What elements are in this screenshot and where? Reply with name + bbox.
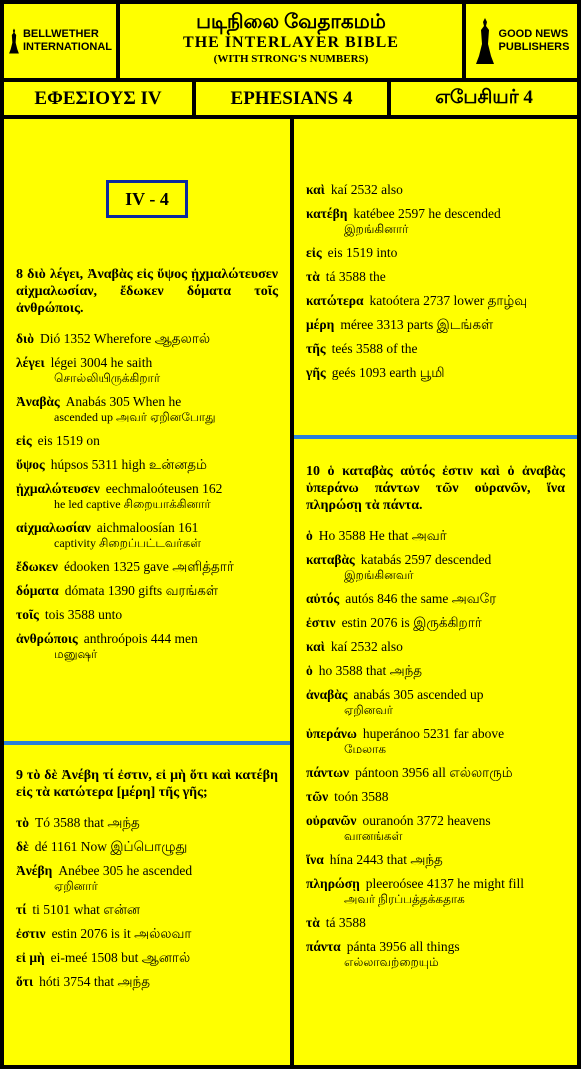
- word-entry: [16, 814, 278, 831]
- gloss: toón 3588: [334, 789, 389, 804]
- word-entry: [306, 590, 565, 607]
- word-list: [16, 330, 278, 662]
- gloss: méree 3313 parts இடங்கள்: [340, 317, 494, 332]
- word-entry: [306, 340, 565, 357]
- gloss: tá 3588: [325, 915, 366, 930]
- gloss: eechmaloóteusen 162: [105, 481, 223, 496]
- gloss: húpsos 5311 high உன்னதம்: [50, 457, 207, 472]
- word-entry: [16, 606, 278, 623]
- word-entry: [16, 973, 278, 990]
- gloss: pánta 3956 all things: [346, 939, 460, 954]
- greek-word: ἀνθρώποις: [16, 631, 78, 646]
- greek-word: Ἀναβὰς: [16, 394, 60, 409]
- greek-word: ἐστιν: [306, 615, 336, 630]
- gloss: autós 846 the same அவரே: [345, 591, 497, 606]
- right-top-panel: [294, 119, 577, 435]
- word-entry: [306, 316, 565, 333]
- title-english: THE INTERLAYER BIBLE: [183, 34, 399, 51]
- word-entry: [306, 788, 565, 805]
- greek-word: τῶν: [306, 789, 329, 804]
- greek-word: πάντων: [306, 765, 350, 780]
- greek-word: διὸ: [16, 331, 34, 346]
- greek-word: ὕψος: [16, 457, 45, 472]
- greek-word: δόματα: [16, 583, 59, 598]
- word-entry: [306, 244, 565, 261]
- tamil-gloss: he led captive சிறையாக்கினார்: [54, 497, 211, 511]
- tamil-gloss: மனுஷர்: [54, 647, 98, 661]
- greek-word: ἔδωκεν: [16, 559, 58, 574]
- tamil-gloss: மேலாக: [344, 742, 387, 756]
- greek-word: ἐστιν: [16, 926, 46, 941]
- word-entry: [16, 949, 278, 966]
- verse-8-text: 8 διὸ λέγει, Ἀναβὰς εἰς ὕψος ᾐχμαλώτευσεν αἰχμαλωσίαν, ἔδωκεν δόματα τοῖς ἀνθρώποις.: [16, 267, 278, 316]
- gloss: tois 3588 unto: [44, 607, 123, 622]
- gloss: ei-meé 1508 but ஆனால்: [50, 950, 191, 965]
- word-entry: [306, 527, 565, 544]
- greek-word: αἰχμαλωσίαν: [16, 520, 91, 535]
- word-entry: [306, 725, 565, 757]
- word-entry: [306, 268, 565, 285]
- word-entry: [16, 582, 278, 599]
- greek-word: λέγει: [16, 355, 45, 370]
- greek-word: γῆς: [306, 365, 326, 380]
- gloss: estin 2076 is இருக்கிறார்: [341, 615, 482, 630]
- word-entry: [16, 630, 278, 662]
- word-entry: [16, 838, 278, 855]
- word-entry: [306, 914, 565, 931]
- greek-word: καταβὰς: [306, 552, 355, 567]
- left-top-panel: [4, 119, 290, 741]
- gloss: édooken 1325 gave அளித்தார்: [63, 559, 234, 574]
- word-list: [306, 527, 565, 970]
- gloss: kaí 2532 also: [330, 639, 403, 654]
- word-entry: [16, 330, 278, 347]
- tamil-gloss: இறங்கினவர்: [344, 568, 414, 582]
- word-entry: [306, 812, 565, 844]
- chapter-label: IV - 4: [106, 180, 188, 218]
- gloss: hóti 3754 that அந்த: [39, 974, 150, 989]
- logo-line1: GOOD NEWS: [498, 28, 569, 40]
- gloss: pántoon 3956 all எல்லாரும்: [355, 765, 513, 780]
- tamil-gloss: ascended up அவர் ஏறினபோது: [54, 410, 216, 424]
- tamil-gloss: captivity சிறைப்பட்டவர்கள்: [54, 536, 202, 550]
- word-entry: [306, 181, 565, 198]
- greek-word: ἀναβὰς: [306, 687, 348, 702]
- gloss: Ho 3588 He that அவர்: [318, 528, 447, 543]
- right-bottom-panel: [294, 439, 577, 1065]
- word-entry: [16, 456, 278, 473]
- greek-word: δὲ: [16, 839, 29, 854]
- gloss: dómata 1390 gifts வரங்கள்: [64, 583, 219, 598]
- word-entry: [16, 862, 278, 894]
- verse-9-text: 9 τὸ δὲ Ἀνέβη τί ἐστιν, εἰ μὴ ὅτι καὶ κατέβη εἰς τὰ κατώτερα [μέρη] τῆς γῆς;: [16, 768, 278, 800]
- gloss: katabás 2597 descended: [360, 552, 492, 567]
- greek-word: πληρώσῃ: [306, 876, 360, 891]
- gloss: dé 1161 Now இப்பொழுது: [34, 839, 188, 854]
- word-entry: [306, 638, 565, 655]
- greek-word: τὸ: [16, 815, 29, 830]
- gloss: légei 3004 he saith: [50, 355, 153, 370]
- word-entry: [16, 432, 278, 449]
- greek-word: τῆς: [306, 341, 326, 356]
- goodnews-logo: [466, 4, 577, 78]
- greek-word: τοῖς: [16, 607, 39, 622]
- word-entry: [16, 354, 278, 386]
- greek-word: ὑπεράνω: [306, 726, 357, 741]
- word-entry: [306, 662, 565, 679]
- gloss: Dió 1352 Wherefore ஆதலால்: [39, 331, 211, 346]
- gloss: tá 3588 the: [325, 269, 386, 284]
- word-entry: [306, 875, 565, 907]
- gloss: huperánoo 5231 far above: [362, 726, 505, 741]
- gloss: teés 3588 of the: [331, 341, 418, 356]
- word-entry: [306, 364, 565, 381]
- subtitle: (WITH STRONG'S NUMBERS): [213, 53, 369, 65]
- book-english: EPHESIANS 4: [196, 82, 387, 115]
- book-tamil: எபேசியர் 4: [391, 82, 577, 115]
- greek-word: τὰ: [306, 269, 320, 284]
- word-entry: [306, 851, 565, 868]
- greek-word: ᾐχμαλώτευσεν: [16, 481, 100, 496]
- gloss: katoótera 2737 lower தாழ்வு: [369, 293, 528, 308]
- greek-word: ὁ: [306, 663, 313, 678]
- greek-word: εἰς: [306, 245, 322, 260]
- gloss: anthroópois 444 men: [83, 631, 198, 646]
- gloss: eis 1519 into: [327, 245, 398, 260]
- greek-word: ἵνα: [306, 852, 324, 867]
- greek-word: κατέβη: [306, 206, 348, 221]
- word-entry: [16, 558, 278, 575]
- logo-line2: PUBLISHERS: [498, 41, 570, 53]
- tamil-gloss: இறங்கினார்: [344, 222, 409, 236]
- gloss: Anébee 305 he ascended: [58, 863, 193, 878]
- gloss: anabás 305 ascended up: [353, 687, 484, 702]
- word-entry: [16, 901, 278, 918]
- statue-icon: [474, 16, 496, 66]
- word-entry: [16, 925, 278, 942]
- tamil-gloss: சொல்லியிருக்கிறார்: [54, 371, 161, 385]
- word-entry: [16, 480, 278, 512]
- greek-word: αὐτός: [306, 591, 340, 606]
- greek-word: καὶ: [306, 182, 325, 197]
- gloss: Tó 3588 that அந்த: [34, 815, 140, 830]
- greek-word: μέρη: [306, 317, 335, 332]
- tamil-gloss: ஏறினார்: [54, 879, 98, 893]
- word-entry: [306, 686, 565, 718]
- tamil-gloss: எல்லாவற்றையும்: [344, 955, 439, 969]
- tamil-gloss: ஏறினவர்: [344, 703, 394, 717]
- gloss: Anabás 305 When he: [65, 394, 182, 409]
- word-entry: [306, 551, 565, 583]
- greek-word: εἰ μὴ: [16, 950, 45, 965]
- gloss: estin 2076 is it அல்லவா: [51, 926, 192, 941]
- statue-icon: [8, 16, 20, 66]
- word-list: [306, 181, 565, 381]
- logo-line1: BELLWETHER: [22, 28, 99, 40]
- tamil-gloss: அவர் நிரப்பத்தக்கதாக: [344, 892, 465, 906]
- gloss: aichmaloosían 161: [96, 520, 199, 535]
- greek-word: οὐρανῶν: [306, 813, 357, 828]
- tamil-gloss: வானங்கள்: [344, 829, 403, 843]
- gloss: katébee 2597 he descended: [353, 206, 501, 221]
- gloss: eis 1519 on: [37, 433, 100, 448]
- word-entry: [306, 205, 565, 237]
- greek-word: Ἀνέβη: [16, 863, 53, 878]
- gloss: hína 2443 that அந்த: [329, 852, 443, 867]
- greek-word: πάντα: [306, 939, 341, 954]
- gloss: ho 3588 that அந்த: [318, 663, 423, 678]
- word-entry: [306, 938, 565, 970]
- word-entry: [306, 292, 565, 309]
- greek-word: ὁ: [306, 528, 313, 543]
- greek-word: καὶ: [306, 639, 325, 654]
- word-entry: [16, 393, 278, 425]
- greek-word: τὰ: [306, 915, 320, 930]
- greek-word: τί: [16, 902, 27, 917]
- title-block: [120, 4, 462, 78]
- greek-word: εἰς: [16, 433, 32, 448]
- word-entry: [16, 519, 278, 551]
- book-greek: ΕΦΕΣΙΟΥΣ IV: [4, 82, 192, 115]
- bellwether-logo: [4, 4, 116, 78]
- gloss: ti 5101 what என்ன: [32, 902, 141, 917]
- title-tamil: படிநிலை வேதாகமம்: [196, 11, 386, 33]
- gloss: ouranoón 3772 heavens: [362, 813, 491, 828]
- gloss: kaí 2532 also: [330, 182, 403, 197]
- greek-word: ὅτι: [16, 974, 34, 989]
- greek-word: κατώτερα: [306, 293, 364, 308]
- logo-line2: INTERNATIONAL: [22, 41, 112, 53]
- word-list: [16, 814, 278, 990]
- left-bottom-panel: [4, 745, 290, 1065]
- verse-10-text: 10 ὁ καταβὰς αὐτός ἐστιν καὶ ὁ ἀναβὰς ὑπεράνω πάντων τῶν οὐρανῶν, ἵνα πληρώσῃ τὰ πάντα.: [306, 464, 565, 513]
- gloss: pleeroósee 4137 he might fill: [365, 876, 525, 891]
- gloss: geés 1093 earth பூமி: [331, 365, 445, 380]
- word-entry: [306, 614, 565, 631]
- word-entry: [306, 764, 565, 781]
